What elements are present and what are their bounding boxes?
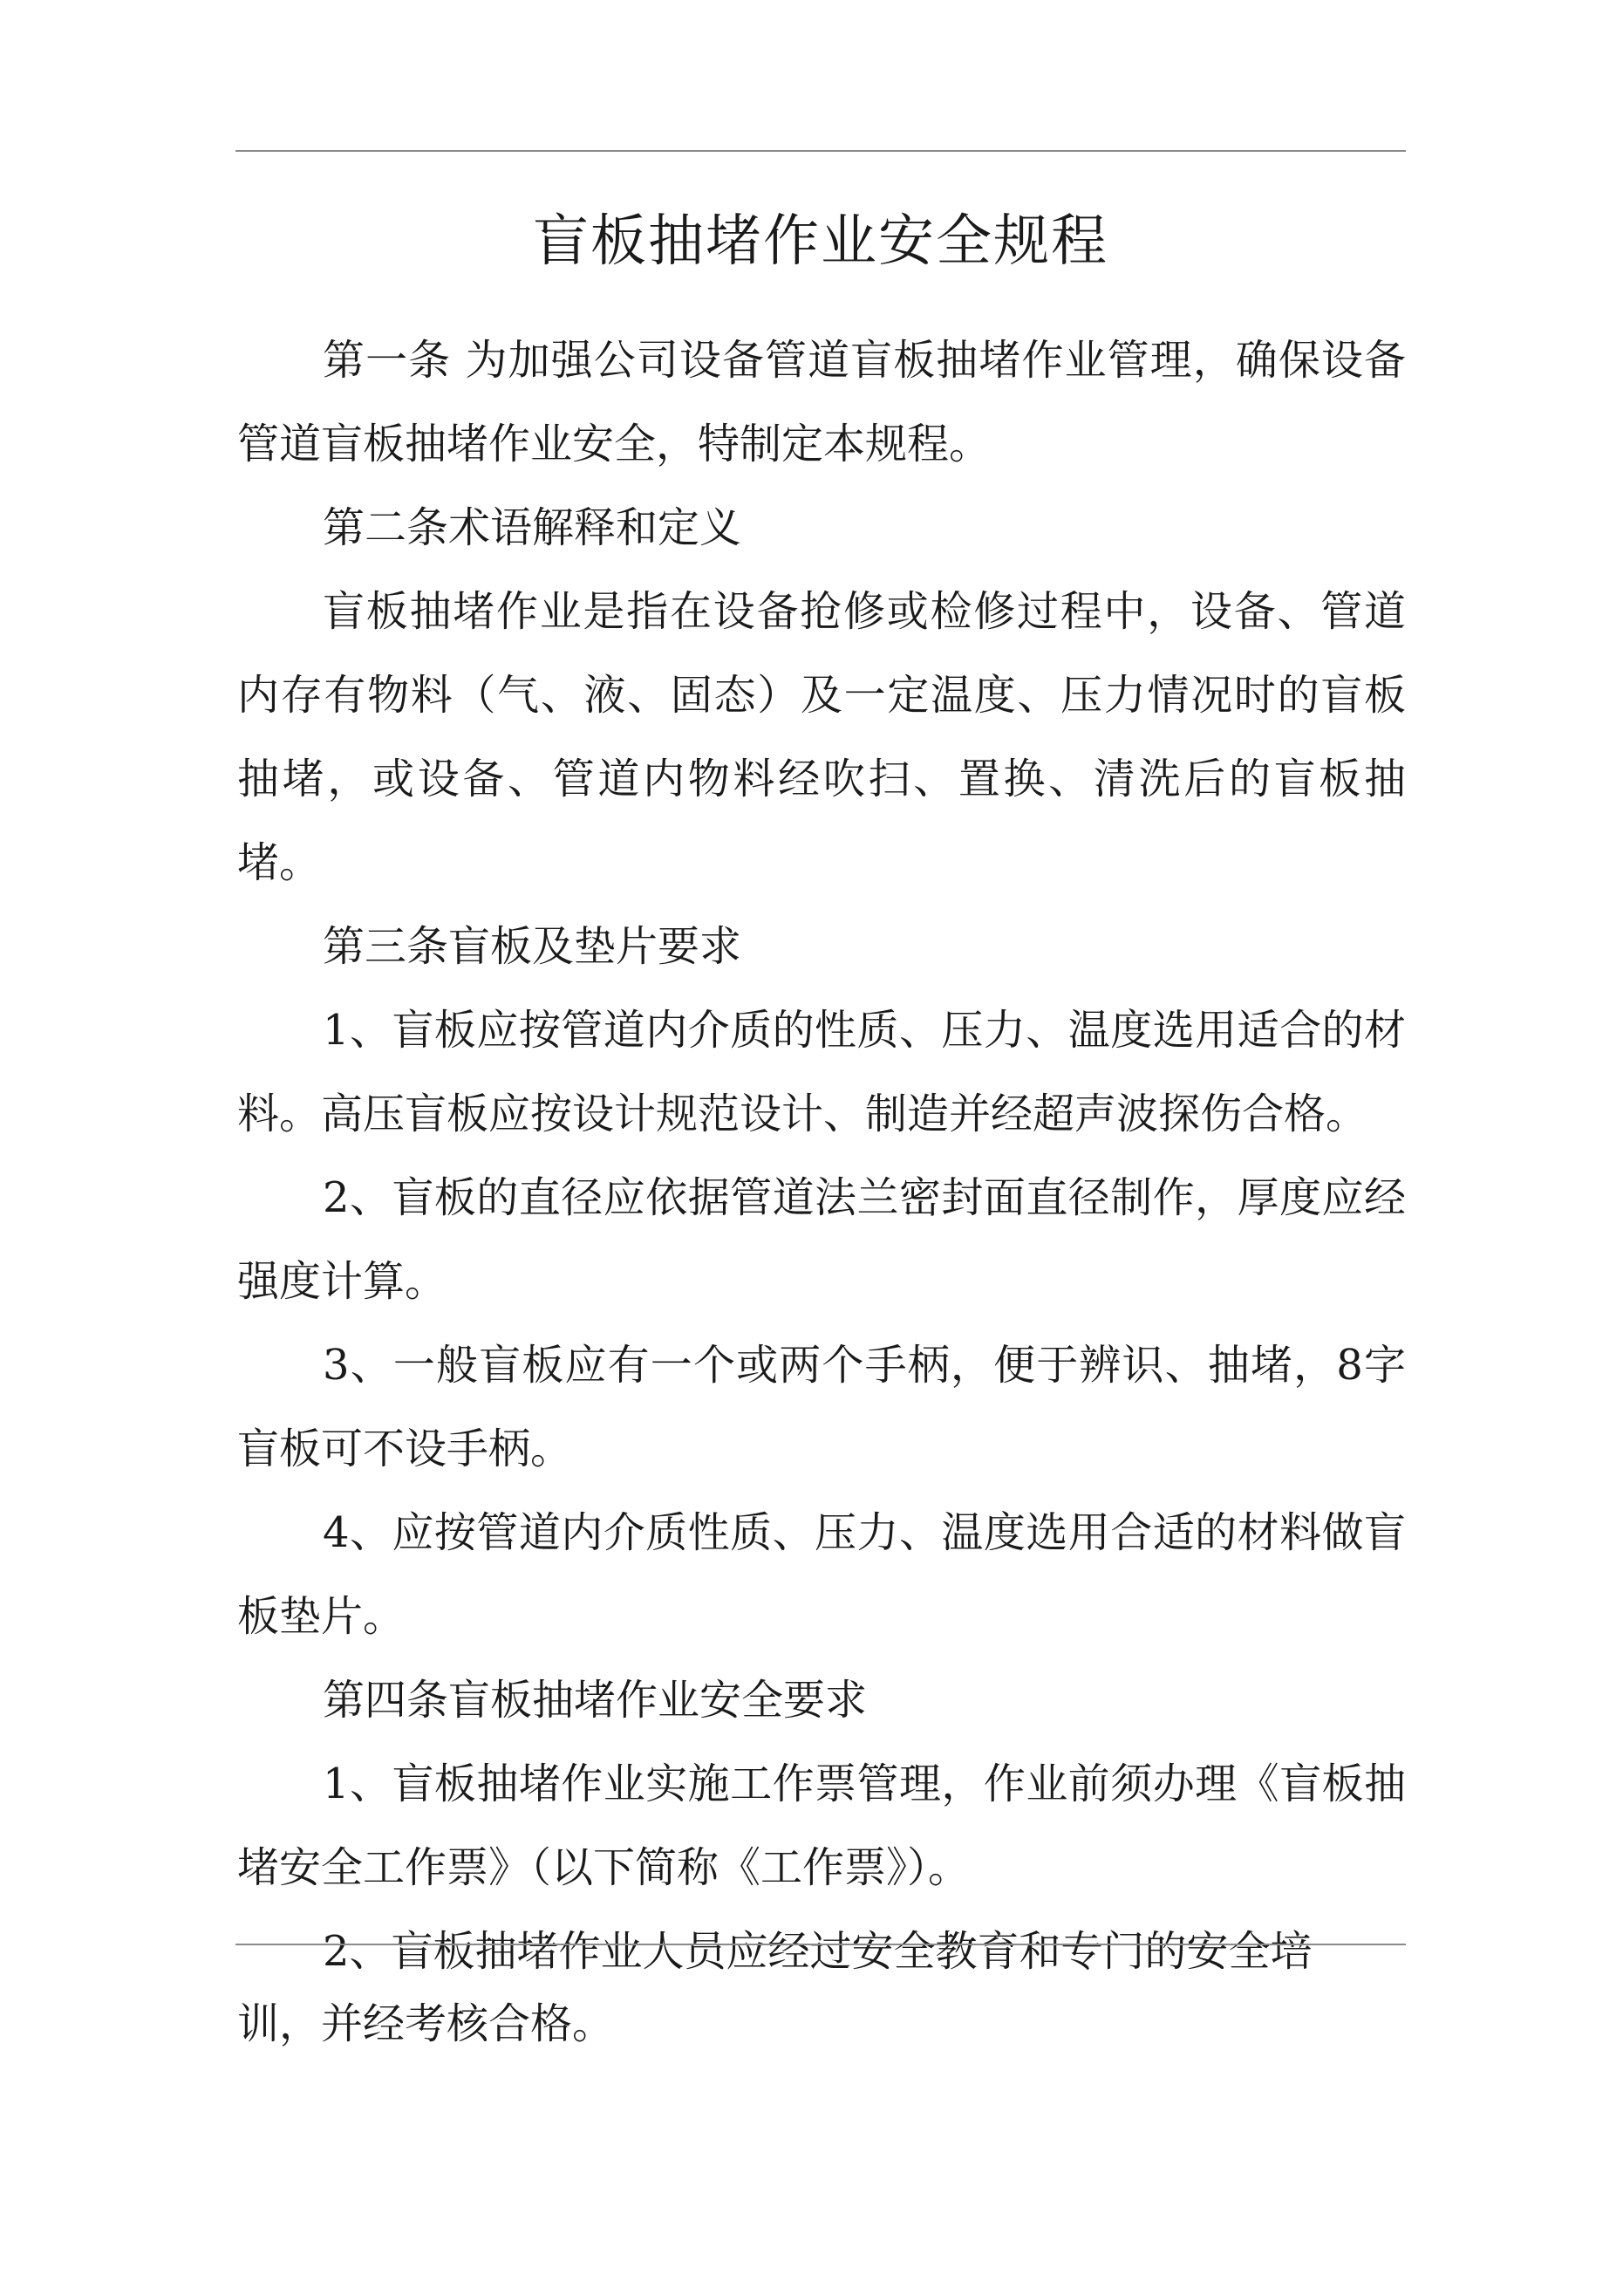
paragraph-item-3-2: 2、盲板的直径应依据管道法兰密封面直径制作，厚度应经强度计算。 bbox=[237, 1173, 1406, 1306]
paragraph-item-3-3: 3、一般盲板应有一个或两个手柄，便于辨识、抽堵，8字盲板可不设手柄。 bbox=[237, 1341, 1406, 1473]
paragraph-article-1: 第一条 为加强公司设备管道盲板抽堵作业管理，确保设备管道盲板抽堵作业安全，特制定本规程。 bbox=[237, 336, 1406, 468]
heading-article-3: 第三条盲板及垫片要求 bbox=[323, 922, 742, 971]
paragraph-item-4-2: 2、盲板抽堵作业人员应经过安全教育和专门的安全培 bbox=[323, 1927, 1313, 1976]
document-title: 盲板抽堵作业安全规程 bbox=[533, 209, 1108, 274]
paragraph-continuation: 训，并经考核合格。 bbox=[237, 1999, 615, 2048]
paragraph-item-3-1: 1、盲板应按管道内介质的性质、压力、温度选用适合的材料。高压盲板应按设计规范设计、制造并经超声波探伤合格。 bbox=[237, 1006, 1406, 1138]
page-break-rule bbox=[235, 1944, 1406, 1945]
paragraph-item-3-4: 4、应按管道内介质性质、压力、温度选用合适的材料做盲板垫片。 bbox=[237, 1508, 1406, 1641]
paragraph-item-4-1: 1、盲板抽堵作业实施工作票管理，作业前须办理《盲板抽堵安全工作票》（以下简称《工作票》）。 bbox=[237, 1760, 1406, 1892]
heading-article-2: 第二条术语解释和定义 bbox=[323, 503, 742, 552]
paragraph-definition: 盲板抽堵作业是指在设备抢修或检修过程中，设备、管道内存有物料（气、液、固态）及一定温度、压力情况时的盲板抽堵，或设备、管道内物料经吹扫、置换、清洗后的盲板抽堵。 bbox=[237, 587, 1406, 887]
heading-article-4: 第四条盲板抽堵作业安全要求 bbox=[323, 1676, 868, 1725]
header-rule bbox=[235, 150, 1406, 152]
document-body bbox=[237, 318, 1406, 1993]
